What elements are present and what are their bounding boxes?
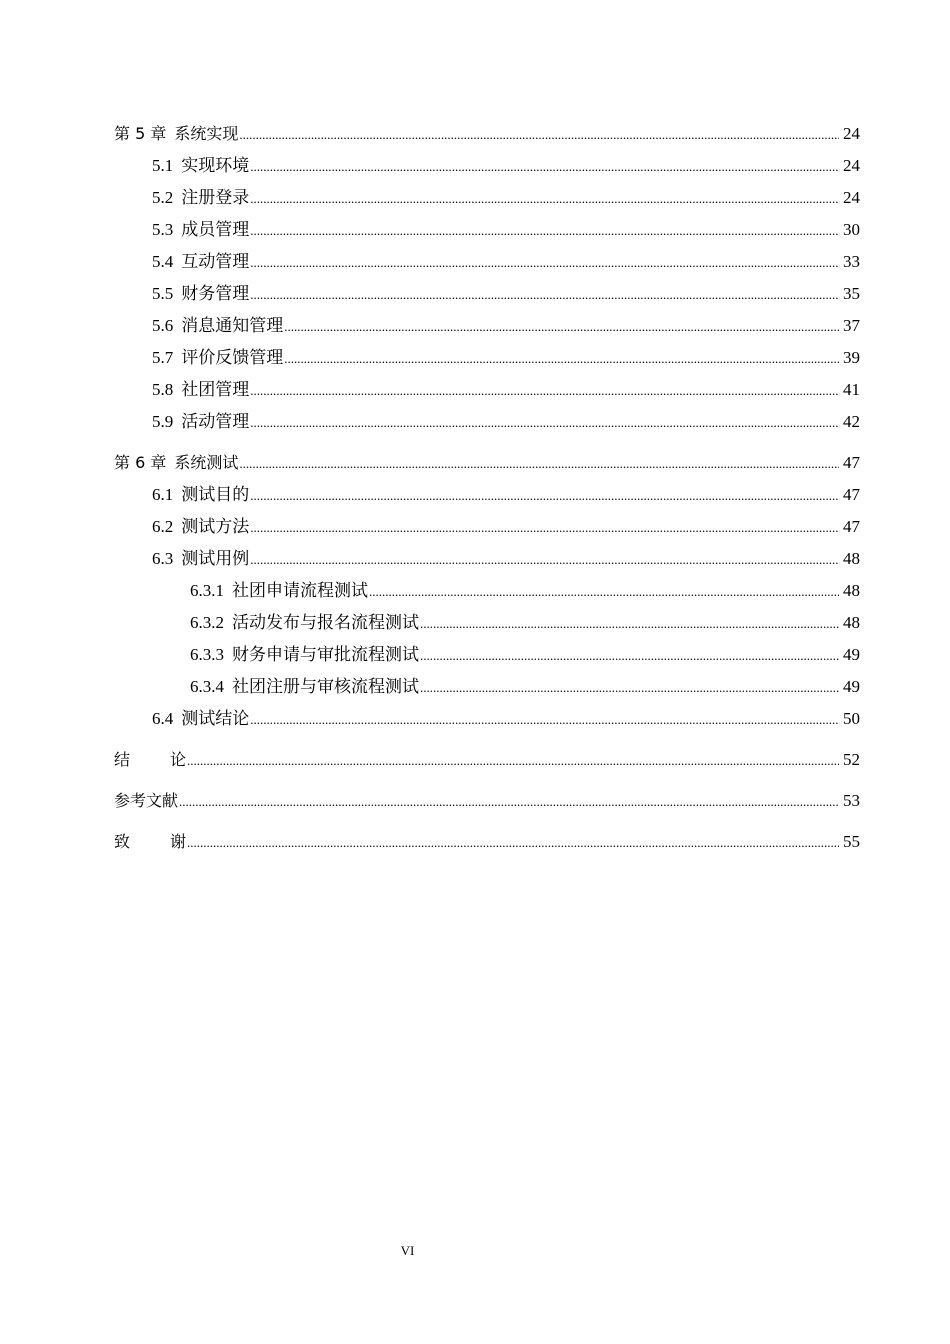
toc-entry[interactable] xyxy=(0,310,860,342)
dot-leader xyxy=(187,827,839,859)
toc-entry-number: 6.3 xyxy=(152,549,174,568)
toc-entry-page-number: 48 xyxy=(843,581,860,600)
toc-entry-title: 实现环境 xyxy=(181,156,250,175)
toc-entry-number: 6.2 xyxy=(152,517,174,536)
toc-entry-page-number: 53 xyxy=(843,791,860,810)
toc-entry-number: 6.3.3 xyxy=(190,645,224,664)
toc-entry-title: 成员管理 xyxy=(181,220,250,239)
toc-entry-label xyxy=(114,447,238,479)
toc-entry-page-number: 37 xyxy=(843,316,860,335)
toc-entry-page-number: 47 xyxy=(843,453,860,472)
toc-entry-page-number: 47 xyxy=(843,485,860,504)
dot-leader xyxy=(420,640,839,672)
toc-entry-label xyxy=(114,785,178,817)
toc-entry-title: 社团申请流程测试 xyxy=(232,581,368,600)
toc-entry-page-number: 48 xyxy=(843,549,860,568)
toc-entry-page-number: 24 xyxy=(843,124,860,143)
toc-entry-title: 注册登录 xyxy=(181,188,250,207)
toc-entry-title: 论 xyxy=(170,750,187,769)
toc-entry[interactable] xyxy=(0,246,860,278)
toc-entry[interactable] xyxy=(0,150,860,182)
toc-entry[interactable] xyxy=(0,447,860,479)
toc-entry-label xyxy=(152,703,249,735)
dot-leader xyxy=(250,247,839,279)
toc-entry[interactable] xyxy=(0,118,860,150)
toc-entry-label xyxy=(190,607,419,639)
dot-leader xyxy=(420,672,839,704)
toc-entry-title: 测试用例 xyxy=(181,549,250,568)
toc-entry-number: 6.3.2 xyxy=(190,613,224,632)
toc-entry-title: 消息通知管理 xyxy=(181,316,284,335)
toc-entry-number: 6.3.4 xyxy=(190,677,224,696)
toc-entry-title: 谢 xyxy=(170,832,187,851)
toc-entry-page-number: 24 xyxy=(843,156,860,175)
toc-entry-number: 6.1 xyxy=(152,485,174,504)
toc-entry-label xyxy=(152,214,249,246)
dot-leader xyxy=(239,119,839,151)
dot-leader xyxy=(250,183,839,215)
toc-entry-title: 社团管理 xyxy=(181,380,250,399)
toc-entry-number: 6.4 xyxy=(152,709,174,728)
toc-entry-label xyxy=(152,374,249,406)
toc-entry-page-number: 47 xyxy=(843,517,860,536)
toc-entry-title: 测试目的 xyxy=(181,485,250,504)
toc-entry-number: 致 xyxy=(114,832,131,851)
toc-entry[interactable] xyxy=(0,479,860,511)
toc-entry-title: 活动发布与报名流程测试 xyxy=(232,613,419,632)
toc-entry[interactable] xyxy=(0,214,860,246)
toc-entry-title: 系统实现 xyxy=(174,124,239,143)
toc-entry-page-number: 50 xyxy=(843,709,860,728)
toc-entry-page-number: 24 xyxy=(843,188,860,207)
dot-leader xyxy=(250,480,839,512)
toc-entry[interactable] xyxy=(0,278,860,310)
toc-entry-title: 测试方法 xyxy=(181,517,250,536)
toc-entry-label xyxy=(114,826,186,858)
toc-entry[interactable] xyxy=(0,374,860,406)
toc-entry-page-number: 33 xyxy=(843,252,860,271)
toc-entry-number: 5.8 xyxy=(152,380,174,399)
table-of-contents xyxy=(0,118,950,858)
dot-leader xyxy=(250,407,839,439)
toc-entry-label xyxy=(152,479,249,511)
toc-entry-title: 互动管理 xyxy=(181,252,250,271)
dot-leader xyxy=(250,544,839,576)
toc-entry-page-number: 49 xyxy=(843,677,860,696)
toc-entry-title: 参考文献 xyxy=(114,791,179,810)
toc-entry[interactable] xyxy=(0,575,860,607)
toc-entry-label xyxy=(152,246,249,278)
toc-entry[interactable] xyxy=(0,607,860,639)
toc-entry-number: 5.5 xyxy=(152,284,174,303)
toc-entry-label xyxy=(152,406,249,438)
dot-leader xyxy=(187,745,839,777)
dot-leader xyxy=(250,512,839,544)
toc-entry-number: 第 6 章 xyxy=(114,453,167,472)
toc-entry[interactable] xyxy=(0,785,860,817)
toc-entry-label xyxy=(152,278,249,310)
toc-entry-label xyxy=(114,744,186,776)
toc-entry-page-number: 30 xyxy=(843,220,860,239)
dot-leader xyxy=(284,311,839,343)
toc-entry-page-number: 41 xyxy=(843,380,860,399)
toc-entry-label xyxy=(152,182,249,214)
toc-entry-title: 测试结论 xyxy=(181,709,250,728)
toc-entry-label xyxy=(190,639,419,671)
toc-entry-number: 5.4 xyxy=(152,252,174,271)
toc-entry[interactable] xyxy=(0,703,860,735)
dot-leader xyxy=(369,576,839,608)
toc-entry-page-number: 55 xyxy=(843,832,860,851)
toc-entry-page-number: 52 xyxy=(843,750,860,769)
toc-entry[interactable] xyxy=(0,511,860,543)
toc-entry-label xyxy=(152,310,283,342)
toc-entry-page-number: 42 xyxy=(843,412,860,431)
toc-entry-label xyxy=(152,150,249,182)
toc-entry[interactable] xyxy=(0,639,860,671)
toc-entry-number: 6.3.1 xyxy=(190,581,224,600)
dot-leader xyxy=(420,608,839,640)
toc-entry-number: 5.9 xyxy=(152,412,174,431)
dot-leader xyxy=(250,151,839,183)
dot-leader xyxy=(250,704,839,736)
toc-entry-page-number: 35 xyxy=(843,284,860,303)
toc-entry[interactable] xyxy=(0,826,860,858)
toc-entry-title: 评价反馈管理 xyxy=(181,348,284,367)
dot-leader xyxy=(284,343,839,375)
toc-entry-number: 第 5 章 xyxy=(114,124,167,143)
dot-leader xyxy=(250,279,839,311)
toc-entry-label xyxy=(152,543,249,575)
page-number-footer: VI xyxy=(400,1243,415,1258)
toc-entry[interactable] xyxy=(0,342,860,374)
dot-leader xyxy=(250,375,839,407)
toc-entry[interactable] xyxy=(0,543,860,575)
toc-entry-label xyxy=(152,511,249,543)
dot-leader xyxy=(179,786,839,818)
toc-entry-label xyxy=(114,118,238,150)
toc-entry-number: 5.1 xyxy=(152,156,174,175)
toc-entry-label xyxy=(190,671,419,703)
toc-entry-title: 社团注册与审核流程测试 xyxy=(232,677,419,696)
dot-leader xyxy=(239,448,839,480)
toc-entry-number: 5.2 xyxy=(152,188,174,207)
toc-entry-label xyxy=(190,575,368,607)
toc-entry-number: 5.6 xyxy=(152,316,174,335)
dot-leader xyxy=(250,215,839,247)
toc-entry-title: 系统测试 xyxy=(174,453,239,472)
toc-entry-title: 财务申请与审批流程测试 xyxy=(232,645,419,664)
toc-entry-page-number: 49 xyxy=(843,645,860,664)
toc-entry-title: 财务管理 xyxy=(181,284,250,303)
toc-entry[interactable] xyxy=(0,406,860,438)
toc-entry-number: 5.7 xyxy=(152,348,174,367)
toc-entry-number: 结 xyxy=(114,750,131,769)
toc-entry-number: 5.3 xyxy=(152,220,174,239)
toc-entry[interactable] xyxy=(0,744,860,776)
toc-entry-title: 活动管理 xyxy=(181,412,250,431)
toc-entry[interactable] xyxy=(0,182,860,214)
toc-entry-page-number: 39 xyxy=(843,348,860,367)
toc-entry-page-number: 48 xyxy=(843,613,860,632)
toc-entry-label xyxy=(152,342,283,374)
toc-entry[interactable] xyxy=(0,671,860,703)
